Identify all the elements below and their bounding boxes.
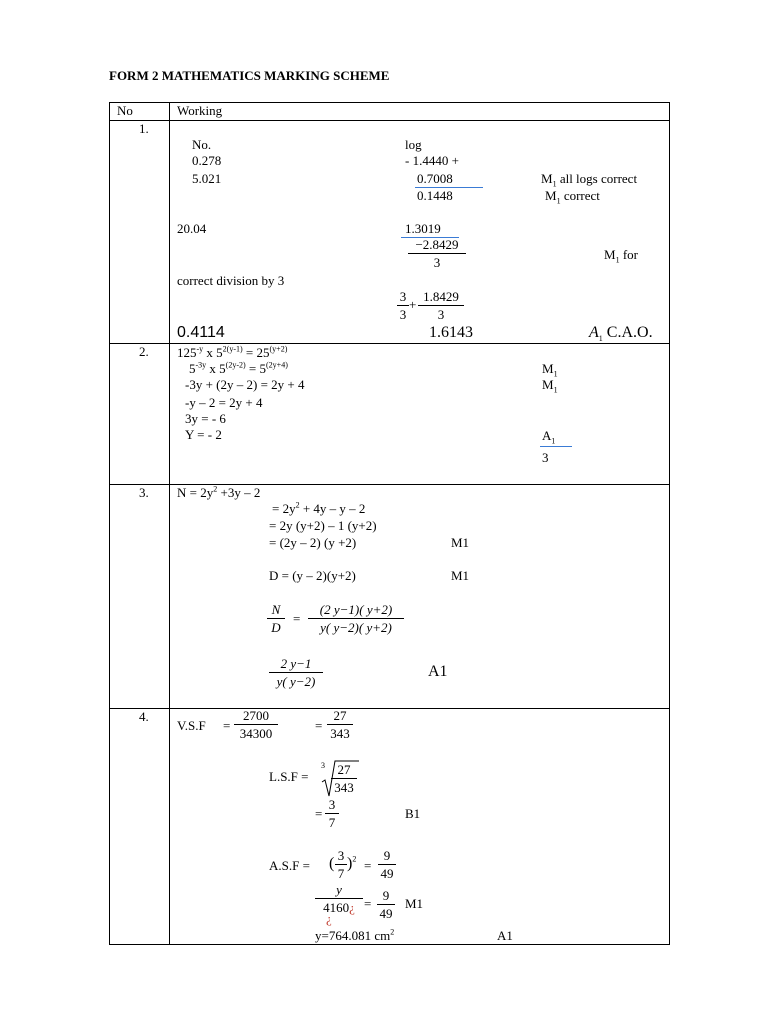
row-divider-1	[109, 343, 670, 344]
column-divider	[169, 102, 170, 945]
table-border-left	[109, 102, 110, 945]
q1-mark-for: $M_1$ for	[604, 247, 638, 265]
q3-fraction-expanded	[308, 602, 404, 635]
q1-fraction-a-bar	[397, 305, 409, 306]
q4-mark-b1: B1	[405, 806, 421, 821]
q1-number-1: 0.278	[192, 153, 222, 168]
q3-fraction-nd	[267, 602, 285, 635]
q2-mark-m1-b: $M_1$	[542, 377, 558, 395]
q1-log-4: 1.3019	[405, 221, 441, 236]
q1-fraction-a-denominator: 3	[399, 307, 407, 322]
q4-asf-equals: =	[364, 858, 372, 873]
q4-lsf-label: L.S.F =	[269, 769, 309, 784]
q1-fraction-a	[397, 289, 409, 322]
q3-fraction-expanded-bar	[308, 618, 404, 619]
q1-mark-correct: $M_1$ correct	[545, 188, 600, 206]
q4-fraction-lsf-result-bar	[325, 813, 339, 814]
q3-mark-a1: A1	[428, 663, 448, 680]
q1-division-denominator: 3	[433, 255, 441, 270]
q1-log-3: 0.1448	[417, 188, 453, 203]
q3-fraction-nd-denominator: D	[271, 620, 281, 635]
q4-fraction-vsf-1-numerator: 2700	[243, 708, 269, 723]
q1-mark-logs: $M_1$ all logs correct	[541, 171, 638, 189]
q4-fraction-asf-bar	[335, 864, 347, 865]
question-number-3: 3.	[139, 485, 149, 500]
q3-fraction-final-bar	[269, 672, 323, 673]
q4-fraction-asf-numerator: 3	[337, 848, 345, 863]
q4-fraction-asf-denominator: 7	[337, 866, 345, 881]
q1-mark-cao: $A_1$ C.A.O.	[589, 324, 653, 344]
q4-fraction-area-result	[377, 888, 395, 921]
q4-fraction-vsf-2	[327, 708, 353, 741]
q4-fraction-lsf-result-numerator: 3	[328, 797, 336, 812]
q4-fraction-lsf-numerator: 27	[337, 762, 351, 777]
q4-vsf-equals-2: =	[315, 718, 323, 733]
q4-final-answer: y=764.081 $cm^2$	[315, 927, 395, 943]
page-title: FORM 2 MATHEMATICS MARKING SCHEME	[109, 68, 390, 83]
q4-vsf-equals-1: =	[223, 718, 231, 733]
q4-asf-label: A.S.F =	[269, 858, 310, 873]
q2-total: 3	[542, 450, 549, 465]
q4-fraction-vsf-1-denominator: 34300	[239, 726, 273, 741]
q2-mark-a1: $A_1$	[542, 428, 556, 446]
q1-number-3: 20.04	[177, 221, 207, 236]
q1-division-fraction	[408, 237, 466, 270]
q4-fraction-lsf-result-denominator: 7	[328, 815, 336, 830]
q2-mark-m1-a: $M_1$	[542, 361, 558, 379]
table-header-divider	[109, 120, 670, 121]
q4-fraction-lsf-denominator: 343	[334, 780, 354, 795]
q4-fraction-lsf-bar	[331, 778, 357, 779]
q3-line-3: = 2y (y+2) – 1 (y+2)	[269, 518, 377, 533]
q4-root-index: 3	[321, 761, 325, 770]
q4-fraction-lsf	[331, 762, 357, 795]
q3-fraction-final	[269, 656, 323, 689]
q2-line-6: Y = - 2	[185, 427, 222, 442]
q2-line-5: 3y = - 6	[185, 411, 226, 426]
q2-line-1: $125^{-y}$ x $5^{2(y-1)} = 25^{(y+2)}$	[177, 344, 288, 360]
q1-fraction-b-numerator: 1.8429	[423, 289, 459, 304]
q1-fraction-a-numerator: 3	[399, 289, 407, 304]
q4-error-mark-2: ¿	[326, 911, 332, 926]
q4-open-paren: (	[329, 855, 335, 872]
row-divider-3	[109, 708, 670, 709]
header-working: Working	[177, 103, 223, 118]
q1-division-bar	[408, 253, 466, 254]
q4-fraction-vsf-1	[234, 708, 278, 741]
q1-division-numerator: −2.8429	[415, 237, 459, 252]
q1-number-2: 5.021	[192, 171, 222, 186]
q4-fraction-asf-result-numerator: 9	[383, 848, 391, 863]
q1-fraction-b-bar	[418, 305, 464, 306]
q4-fraction-area-bar	[315, 898, 363, 899]
q4-error-mark-1: ¿	[349, 900, 355, 915]
q4-mark-m1: M1	[405, 896, 424, 911]
q4-fraction-vsf-2-numerator: 27	[333, 708, 347, 723]
q2-line-2: $5^{-3y}$ x $5^{(2y-2)} = 5^{(2y+4)}$	[189, 360, 288, 376]
q4-mark-a1: A1	[497, 928, 513, 943]
q4-fraction-area-result-denominator: 49	[379, 906, 393, 921]
q2-line-4: -y – 2 = 2y + 4	[185, 395, 263, 410]
q3-fraction-expanded-denominator: y( y−2)( y+2)	[320, 620, 392, 635]
q1-col-log: log	[405, 137, 422, 152]
question-number-4: 4.	[139, 709, 149, 724]
q3-fraction-final-numerator: 2 y−1	[280, 656, 312, 671]
q1-col-no: No.	[192, 137, 212, 152]
q1-log-2: 0.7008	[417, 171, 453, 186]
q3-fraction-nd-bar	[267, 618, 285, 619]
header-no: No	[117, 103, 133, 118]
q3-fraction-nd-numerator: N	[271, 602, 281, 617]
q3-mark-m1-a: M1	[451, 535, 470, 550]
table-border-bottom	[109, 944, 670, 945]
q2-line-3: -3y + (2y – 2) = 2y + 4	[185, 377, 305, 392]
q4-fraction-area-denominator: 4160¿	[323, 900, 355, 915]
table-border-right	[669, 102, 670, 945]
q4-fraction-area-numerator: y	[336, 882, 342, 897]
q3-equals: =	[293, 611, 301, 626]
q3-mark-m1-b: M1	[451, 568, 470, 583]
q3-line-2: = $2y^2 + 4y - y - 2$	[272, 500, 366, 516]
question-number-1: 1.	[139, 121, 149, 136]
q4-fraction-lsf-result	[325, 797, 339, 830]
q2-blue-underline	[540, 446, 572, 447]
q4-fraction-asf-result	[378, 848, 396, 881]
q4-fraction-asf	[335, 848, 347, 881]
q3-line-1: $N = 2y^2 +3y - 2$	[177, 484, 261, 500]
q4-lsf-equals: =	[315, 806, 323, 821]
q4-close-paren: )$^2$	[347, 854, 357, 872]
q4-fraction-asf-result-bar	[378, 864, 396, 865]
q1-plus: +	[409, 297, 417, 312]
q4-vsf-label: V.S.F	[177, 718, 206, 733]
q3-fraction-final-denominator: y( y−2)	[276, 674, 316, 689]
q1-log-1: - 1.4440 +	[405, 153, 459, 168]
q4-fraction-area-result-numerator: 9	[382, 888, 390, 903]
q4-fraction-area-result-bar	[377, 904, 395, 905]
q4-fraction-vsf-1-bar	[234, 724, 278, 725]
q1-fraction-b	[418, 289, 464, 322]
q3-line-4: = (2y – 2) (y +2)	[269, 535, 357, 550]
q4-fraction-vsf-2-denominator: 343	[330, 726, 350, 741]
q4-fraction-area	[315, 882, 363, 915]
q4-area-equals: =	[364, 896, 372, 911]
q4-fraction-vsf-2-bar	[327, 724, 353, 725]
q1-correct-division: correct division by 3	[177, 273, 285, 288]
q4-fraction-asf-result-denominator: 49	[380, 866, 394, 881]
q1-answer: 0.4114	[177, 324, 225, 341]
question-number-2: 2.	[139, 344, 149, 359]
q1-answer-log: 1.6143	[429, 324, 473, 341]
q1-fraction-b-denominator: 3	[437, 307, 445, 322]
q3-fraction-expanded-numerator: (2 y−1)( y+2)	[319, 602, 393, 617]
q3-line-5: D = (y – 2)(y+2)	[269, 568, 356, 583]
q4-square-exponent: 2	[352, 854, 357, 864]
